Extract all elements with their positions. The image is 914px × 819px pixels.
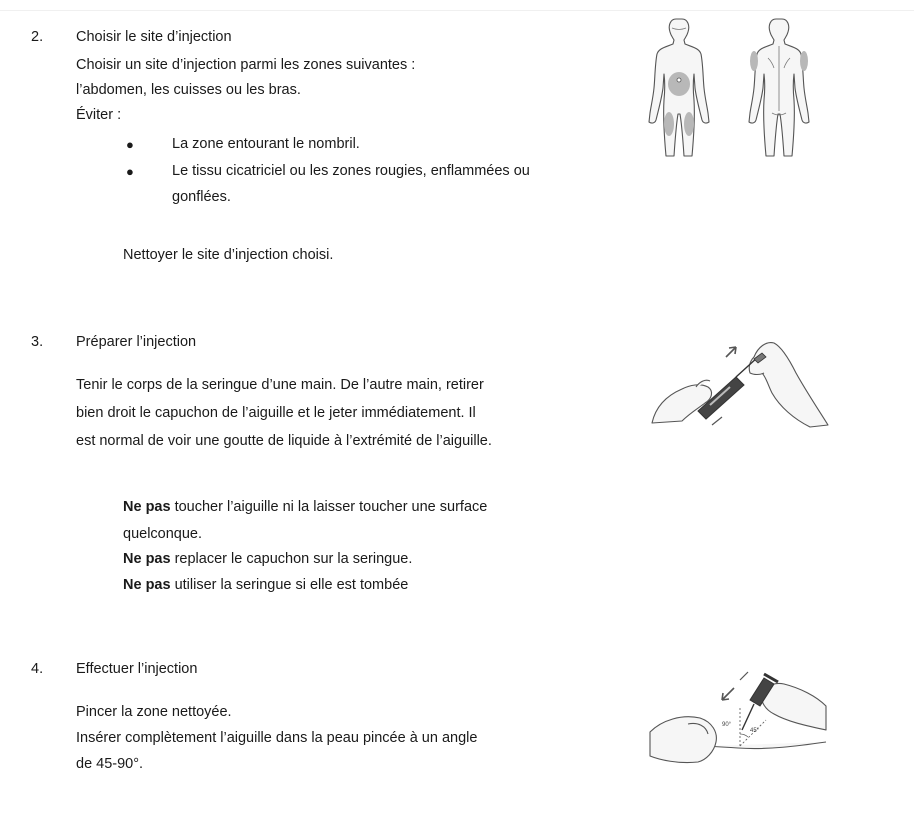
step-4-line-1: Pincer la zone nettoyée. <box>76 704 232 720</box>
warning-text: toucher l’aiguille ni la laisser toucher une surface <box>170 499 488 515</box>
syringe-injection-illustration <box>648 660 828 765</box>
step-4-number: 4. <box>31 661 44 677</box>
step-3-para-3: est normal de voir une goutte de liquide à l’extrémité de l’aiguille. <box>76 433 492 449</box>
bullet-dot-icon: ● <box>126 164 134 179</box>
angle-label-45: 45° <box>750 728 760 734</box>
step-4-line-2: Insérer complètement l’aiguille dans la peau pincée à un angle <box>76 730 478 746</box>
warning-bold-label: Ne pas <box>123 499 171 515</box>
syringe-cap-removal-illustration <box>650 333 830 428</box>
step-3-warning-3 <box>123 575 408 595</box>
step-3-number: 3. <box>31 334 44 350</box>
warning-bold-label: Ne pas <box>123 577 171 593</box>
step-3-warning-1-cont: quelconque. <box>123 526 203 542</box>
step-3-para-2: bien droit le capuchon de l’aiguille et le jeter immédiatement. Il <box>76 405 476 421</box>
step-2-bullet-2-cont: gonflées. <box>172 189 231 205</box>
step-2-line-1: Choisir un site d’injection parmi les zones suivantes : <box>76 57 416 73</box>
step-2-bullet-2: Le tissu cicatriciel ou les zones rougies, enflammées ou <box>172 163 530 179</box>
bullet-dot-icon: ● <box>126 137 134 152</box>
step-3-warning-1 <box>123 497 487 517</box>
top-divider <box>0 10 914 11</box>
step-3-title: Préparer l’injection <box>76 334 197 350</box>
warning-bold-label: Ne pas <box>123 551 171 567</box>
step-4-title: Effectuer l’injection <box>76 661 198 677</box>
angle-label-90: 90° <box>722 722 732 728</box>
step-2-avoid-label: Éviter : <box>76 107 122 123</box>
step-2-clean: Nettoyer le site d’injection choisi. <box>123 247 334 263</box>
step-2-line-2: l’abdomen, les cuisses ou les bras. <box>76 82 301 98</box>
step-2-bullet-1: La zone entourant le nombril. <box>172 136 360 152</box>
warning-text: utiliser la seringue si elle est tombée <box>170 577 409 593</box>
step-3-warning-2 <box>123 549 412 569</box>
step-3-para-1: Tenir le corps de la seringue d’une main. De l’autre main, retirer <box>76 377 484 393</box>
step-4-line-3: de 45-90°. <box>76 756 144 772</box>
step-2-number: 2. <box>31 29 44 45</box>
body-front-back-illustration <box>646 16 824 161</box>
warning-text: replacer le capuchon sur la seringue. <box>170 551 413 567</box>
step-2-title: Choisir le site d’injection <box>76 29 232 45</box>
